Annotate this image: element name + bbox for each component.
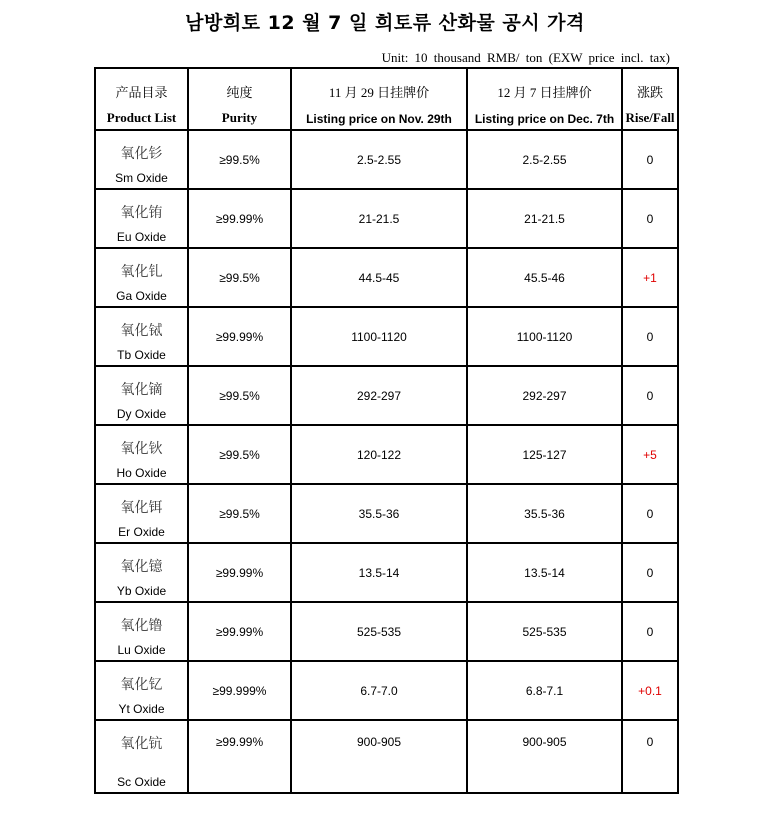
table-row [95,189,678,248]
product-name-en: Er Oxide [118,525,165,539]
price-dec-cell: 6.8-7.1 [467,661,622,720]
table-row [95,130,678,189]
change-cell: 0 [622,189,678,248]
price-nov-cell: 525-535 [291,602,467,661]
table-row [95,661,678,720]
page-title: 남방희토 12 월 7 일 희토류 산화물 공시 가격 [185,12,585,34]
purity-cell: ≥99.5% [188,248,291,307]
price-nov-cell: 292-297 [291,366,467,425]
product-name-en: Ho Oxide [116,466,167,480]
change-cell: 0 [622,307,678,366]
header-purity-en: Purity [221,110,258,125]
product-cell [95,248,188,307]
product-cell [95,189,188,248]
purity-cell: ≥99.5% [188,425,291,484]
purity-cell: ≥99.5% [188,366,291,425]
product-name-cn: 氧化钪 [120,737,163,752]
price-dec-cell: 292-297 [467,366,622,425]
product-name-cn: 氧化钬 [120,442,163,457]
product-name-en: Yt Oxide [118,702,165,716]
change-cell: 0 [622,366,678,425]
purity-cell: ≥99.5% [188,484,291,543]
product-name-en: Eu Oxide [116,230,167,244]
price-dec-cell: 2.5-2.55 [467,130,622,189]
purity-cell: ≥99.99% [188,543,291,602]
header-price-nov-en: Listing price on Nov. 29th [306,112,452,126]
price-table [94,67,679,794]
unit-note: Unit: 10 thousand RMB/ ton (EXW price incl. tax) [381,50,670,65]
product-name-en: Sm Oxide [115,171,168,185]
product-cell [95,543,188,602]
price-dec-cell: 525-535 [467,602,622,661]
table-row [95,720,678,793]
price-dec-cell: 21-21.5 [467,189,622,248]
price-dec-cell: 35.5-36 [467,484,622,543]
price-nov-cell: 35.5-36 [291,484,467,543]
product-cell [95,720,188,793]
product-name-cn: 氧化镥 [120,619,163,634]
table-row [95,543,678,602]
price-dec-cell: 45.5-46 [467,248,622,307]
table-header-row [95,68,678,130]
header-product-cn: 产品目录 [115,85,168,100]
header-price-nov-cn: 11 月 29 日挂牌价 [328,85,430,100]
table-row [95,484,678,543]
table-row [95,248,678,307]
header-change [622,68,678,130]
header-price-dec [467,68,622,130]
change-cell: 0 [622,130,678,189]
change-cell: 0 [622,602,678,661]
change-cell: +5 [622,425,678,484]
purity-cell: ≥99.5% [188,130,291,189]
change-cell: +0.1 [622,661,678,720]
product-cell [95,130,188,189]
price-dec-cell: 900-905 [467,720,622,793]
price-nov-cell: 120-122 [291,425,467,484]
purity-cell: ≥99.99% [188,189,291,248]
header-change-en: Rise/Fall [625,110,675,125]
change-cell: +1 [622,248,678,307]
price-nov-cell: 21-21.5 [291,189,467,248]
product-name-en: Tb Oxide [117,348,166,362]
product-name-cn: 氧化镱 [120,560,163,575]
product-name-cn: 氧化铒 [120,501,163,516]
header-product [95,68,188,130]
price-dec-cell: 13.5-14 [467,543,622,602]
product-name-en: Ga Oxide [116,289,167,303]
header-price-dec-cn: 12 月 7 日挂牌价 [497,85,592,100]
purity-cell: ≥99.99% [188,307,291,366]
product-name-en: Dy Oxide [116,407,167,421]
price-dec-cell: 125-127 [467,425,622,484]
header-purity [188,68,291,130]
table-row [95,307,678,366]
product-name-en: Lu Oxide [117,643,166,657]
product-name-cn: 氧化钐 [120,147,163,162]
product-cell [95,366,188,425]
price-nov-cell: 13.5-14 [291,543,467,602]
table-row [95,366,678,425]
product-cell [95,661,188,720]
product-name-en: Yb Oxide [116,584,167,598]
product-name-en: Sc Oxide [117,775,166,789]
price-nov-cell: 900-905 [291,720,467,793]
product-name-cn: 氧化铽 [120,324,163,339]
price-dec-cell: 1100-1120 [467,307,622,366]
header-purity-cn: 纯度 [226,85,253,100]
header-price-nov [291,68,467,130]
product-name-cn: 氧化钇 [120,678,163,693]
header-price-dec-en: Listing price on Dec. 7th [474,112,615,126]
table-row [95,425,678,484]
product-cell [95,484,188,543]
product-name-cn: 氧化钆 [120,265,163,280]
purity-cell: ≥99.99% [188,602,291,661]
change-cell: 0 [622,484,678,543]
change-cell: 0 [622,543,678,602]
product-cell [95,602,188,661]
price-nov-cell: 2.5-2.55 [291,130,467,189]
price-nov-cell: 44.5-45 [291,248,467,307]
product-name-cn: 氧化铕 [120,206,163,221]
table-row [95,602,678,661]
change-cell: 0 [622,720,678,793]
product-name-cn: 氧化镝 [120,383,163,398]
price-nov-cell: 6.7-7.0 [291,661,467,720]
header-product-en: Product List [106,110,177,125]
purity-cell: ≥99.99% [188,720,291,793]
product-cell [95,307,188,366]
header-change-cn: 涨跌 [636,85,663,100]
purity-cell: ≥99.999% [188,661,291,720]
product-cell [95,425,188,484]
price-nov-cell: 1100-1120 [291,307,467,366]
